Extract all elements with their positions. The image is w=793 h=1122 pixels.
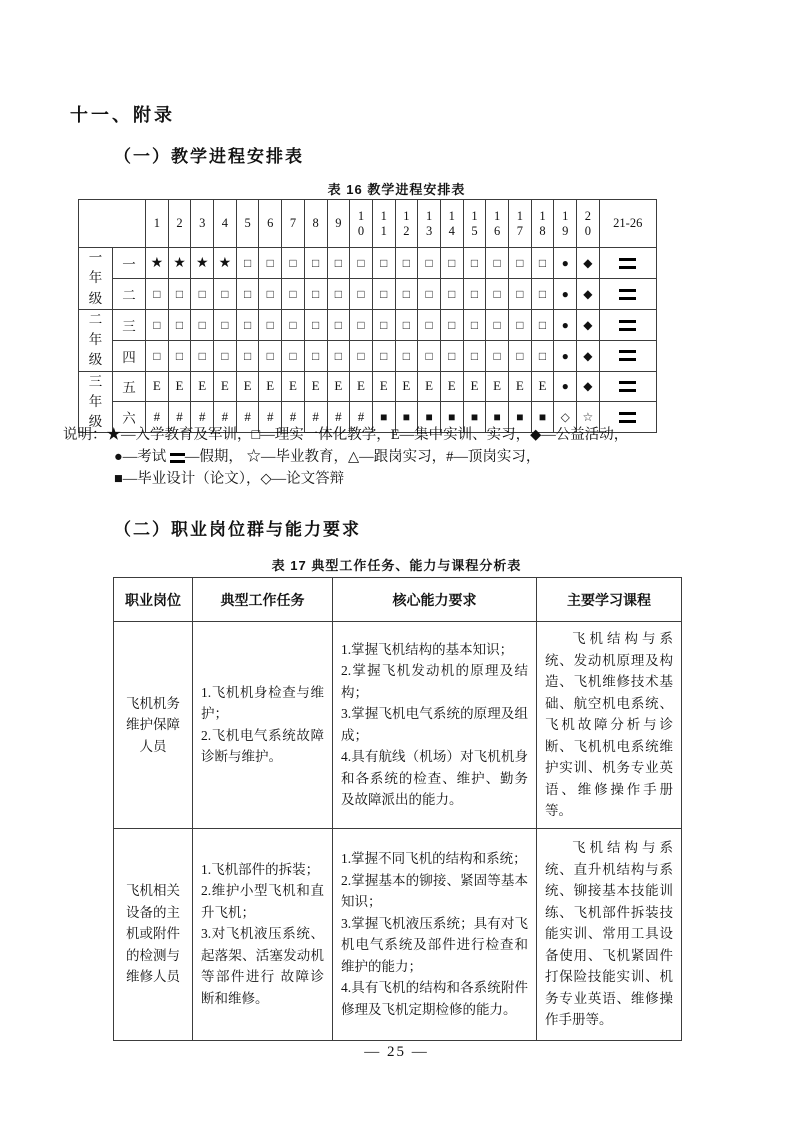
schedule-cell: □	[214, 340, 237, 371]
column-header: 主要学习课程	[537, 578, 682, 622]
schedule-cell: □	[440, 248, 463, 279]
schedule-cell: □	[531, 340, 554, 371]
schedule-cell: □	[350, 340, 373, 371]
schedule-cell: E	[236, 371, 259, 402]
schedule-cell: □	[259, 309, 282, 340]
schedule-cell: □	[259, 340, 282, 371]
schedule-cell: □	[531, 278, 554, 309]
schedule-cell: □	[463, 248, 486, 279]
schedule-cell: □	[282, 340, 305, 371]
holiday-bar-icon	[619, 289, 636, 300]
schedule-cell: □	[418, 340, 441, 371]
schedule-cell: □	[168, 309, 191, 340]
schedule-cell: #	[350, 402, 373, 433]
schedule-cell	[599, 248, 656, 279]
schedule-cell: □	[214, 309, 237, 340]
schedule-cell: ■	[395, 402, 418, 433]
holiday-bar-icon	[619, 258, 636, 269]
schedule-cell: E	[372, 371, 395, 402]
schedule-cell: □	[509, 340, 532, 371]
schedule-cell	[599, 278, 656, 309]
schedule-cell: ●	[554, 278, 577, 309]
legend	[63, 424, 723, 490]
table16-caption: 表 16 教学进程安排表	[327, 182, 466, 197]
schedule-cell: □	[372, 248, 395, 279]
schedule-cell: ★	[214, 248, 237, 279]
schedule-cell: □	[304, 248, 327, 279]
schedule-cell: □	[259, 278, 282, 309]
schedule-cell: #	[304, 402, 327, 433]
schedule-cell: ◆	[577, 278, 600, 309]
schedule-cell: □	[372, 340, 395, 371]
schedule-cell: ■	[440, 402, 463, 433]
schedule-cell: #	[259, 402, 282, 433]
schedule-cell: □	[282, 248, 305, 279]
week-header: 5	[236, 200, 259, 248]
main-courses-cell: 飞机结构与系统、发动机原理及构造、飞机维修技术基础、航空机电系统、飞机故障分析与诊断、飞机机电系统维护实训、机务专业英语、维修操作手册等。	[537, 622, 682, 829]
week-header: 6	[259, 200, 282, 248]
schedule-cell: ☆	[577, 402, 600, 433]
schedule-cell: □	[191, 309, 214, 340]
main-courses-cell: 飞机结构与系统、直升机结构与系统、铆接基本技能训练、飞机部件拆装技能实训、常用工具设备使用、飞机紧固件打保险技能实训、机务专业英语、维修操作手册等。	[537, 828, 682, 1040]
schedule-cell: #	[236, 402, 259, 433]
schedule-cell: □	[168, 278, 191, 309]
week-header: 1 5	[463, 200, 486, 248]
schedule-cell: □	[531, 309, 554, 340]
table-row	[114, 622, 682, 829]
core-abilities-cell: 1.掌握不同飞机的结构和系统； 2.掌握基本的铆接、紧固等基本知识； 3.掌握飞机液压系统；具有对飞机电气系统及部件进行检查和维护的能力； 4.具有飞机的结构和各系统附件修理及飞机定期检修的能力。	[333, 828, 537, 1040]
corner-cell	[79, 200, 146, 248]
legend-line-1: 说明：★—入学教育及军训，□—理实一体化教学，E—集中实训、实习，◆—公益活动，	[63, 427, 629, 443]
schedule-cell: □	[395, 309, 418, 340]
schedule-cell: E	[486, 371, 509, 402]
schedule-cell: □	[463, 309, 486, 340]
schedule-cell: E	[440, 371, 463, 402]
schedule-cell: E	[214, 371, 237, 402]
schedule-cell: E	[350, 371, 373, 402]
schedule-cell: □	[440, 340, 463, 371]
schedule-cell: □	[146, 340, 169, 371]
subsection-title-teaching-schedule: （一）教学进程安排表	[114, 147, 304, 166]
schedule-cell: E	[327, 371, 350, 402]
job-analysis-table-wrap	[113, 577, 682, 1041]
schedule-cell: □	[418, 309, 441, 340]
schedule-cell: ■	[509, 402, 532, 433]
schedule-cell: ●	[554, 371, 577, 402]
week-header: 1	[146, 200, 169, 248]
schedule-cell: □	[486, 340, 509, 371]
schedule-cell: ■	[463, 402, 486, 433]
schedule-cell: □	[486, 309, 509, 340]
schedule-cell: □	[350, 309, 373, 340]
schedule-cell: #	[146, 402, 169, 433]
schedule-cell: □	[440, 278, 463, 309]
schedule-cell: E	[259, 371, 282, 402]
week-header: 8	[304, 200, 327, 248]
grade-label: 三年级	[79, 371, 113, 433]
job-position-cell: 飞机机务维护保障人员	[114, 622, 193, 829]
schedule-cell: □	[372, 309, 395, 340]
job-position-cell: 飞机相关设备的主机或附件的检测与维修人员	[114, 828, 193, 1040]
semester-label: 一	[113, 248, 146, 279]
schedule-cell: #	[282, 402, 305, 433]
schedule-cell: ◇	[554, 402, 577, 433]
schedule-cell: □	[191, 278, 214, 309]
schedule-cell: E	[463, 371, 486, 402]
schedule-cell: ■	[372, 402, 395, 433]
schedule-cell: ★	[146, 248, 169, 279]
week-header: 1 3	[418, 200, 441, 248]
column-header: 典型工作任务	[193, 578, 333, 622]
schedule-cell	[599, 340, 656, 371]
holiday-bar-icon	[170, 453, 185, 463]
schedule-cell: □	[282, 278, 305, 309]
week-header: 1 6	[486, 200, 509, 248]
holiday-bar-icon	[619, 412, 636, 423]
schedule-cell: □	[327, 248, 350, 279]
table17-caption: 表 17 典型工作任务、能力与课程分析表	[271, 558, 522, 573]
legend-line-3: ■—毕业设计（论文），◇—论文答辩	[114, 471, 345, 487]
schedule-cell: ■	[418, 402, 441, 433]
schedule-cell: □	[395, 278, 418, 309]
schedule-cell: E	[531, 371, 554, 402]
schedule-cell: □	[509, 309, 532, 340]
schedule-cell: □	[486, 248, 509, 279]
week-header: 2 0	[577, 200, 600, 248]
week-header: 9	[327, 200, 350, 248]
schedule-cell: □	[372, 278, 395, 309]
schedule-cell: □	[236, 340, 259, 371]
schedule-cell: □	[146, 309, 169, 340]
schedule-cell: □	[214, 278, 237, 309]
holiday-bar-icon	[619, 350, 636, 361]
grade-label: 二年级	[79, 309, 113, 371]
week-header: 1 1	[372, 200, 395, 248]
teaching-schedule-table-wrap	[78, 199, 657, 433]
schedule-cell: #	[168, 402, 191, 433]
schedule-cell: #	[191, 402, 214, 433]
schedule-cell: □	[304, 309, 327, 340]
page-number: — 25 —	[364, 1044, 429, 1060]
schedule-cell: □	[463, 340, 486, 371]
week-header: 2	[168, 200, 191, 248]
job-analysis-table	[113, 577, 682, 1041]
week-header: 7	[282, 200, 305, 248]
week-header: 3	[191, 200, 214, 248]
schedule-cell: □	[440, 309, 463, 340]
schedule-cell: □	[282, 309, 305, 340]
holiday-bar-icon	[619, 320, 636, 331]
schedule-cell: □	[395, 340, 418, 371]
week-header: 1 4	[440, 200, 463, 248]
schedule-cell: □	[236, 248, 259, 279]
schedule-cell: □	[168, 340, 191, 371]
week-header: 1 2	[395, 200, 418, 248]
schedule-cell: □	[236, 278, 259, 309]
teaching-schedule-table	[78, 199, 657, 433]
core-abilities-cell: 1.掌握飞机结构的基本知识； 2.掌握飞机发动机的原理及结构； 3.掌握飞机电气系统的原理及组成； 4.具有航线（机场）对飞机机身和各系统的检查、维护、勤务及故障派出的能力。	[333, 622, 537, 829]
schedule-cell: □	[304, 278, 327, 309]
schedule-cell: E	[395, 371, 418, 402]
week-header: 1 7	[509, 200, 532, 248]
schedule-cell: ◆	[577, 340, 600, 371]
schedule-cell	[599, 371, 656, 402]
schedule-cell: E	[168, 371, 191, 402]
section-title: 十一、附录	[70, 105, 175, 125]
schedule-cell: □	[327, 278, 350, 309]
semester-label: 三	[113, 309, 146, 340]
schedule-cell: ◆	[577, 371, 600, 402]
subsection-title-job-positions: （二）职业岗位群与能力要求	[114, 520, 361, 539]
semester-label: 五	[113, 371, 146, 402]
semester-label: 四	[113, 340, 146, 371]
typical-tasks-cell: 1.飞机机身检查与维护； 2.飞机电气系统故障诊断与维护。	[193, 622, 333, 829]
schedule-cell: ◆	[577, 248, 600, 279]
schedule-cell: □	[191, 340, 214, 371]
schedule-cell: ★	[168, 248, 191, 279]
schedule-cell: □	[304, 340, 327, 371]
week-header: 4	[214, 200, 237, 248]
schedule-cell: #	[327, 402, 350, 433]
schedule-cell: □	[259, 248, 282, 279]
schedule-cell: □	[327, 309, 350, 340]
week-header: 1 8	[531, 200, 554, 248]
holiday-bar-icon	[619, 381, 636, 392]
table-row	[114, 828, 682, 1040]
week-header: 1 0	[350, 200, 373, 248]
schedule-cell: #	[214, 402, 237, 433]
schedule-cell: □	[418, 278, 441, 309]
semester-label: 二	[113, 278, 146, 309]
schedule-cell: □	[146, 278, 169, 309]
schedule-cell: □	[531, 248, 554, 279]
schedule-cell: □	[486, 278, 509, 309]
schedule-cell: ●	[554, 248, 577, 279]
schedule-cell	[599, 309, 656, 340]
schedule-cell: □	[350, 248, 373, 279]
schedule-cell: E	[191, 371, 214, 402]
column-header: 核心能力要求	[333, 578, 537, 622]
schedule-cell: E	[418, 371, 441, 402]
grade-label: 一年级	[79, 248, 113, 310]
schedule-cell: □	[509, 248, 532, 279]
schedule-cell: □	[418, 248, 441, 279]
schedule-cell: ★	[191, 248, 214, 279]
schedule-cell: □	[395, 248, 418, 279]
schedule-cell: E	[146, 371, 169, 402]
schedule-cell: ●	[554, 309, 577, 340]
schedule-cell: ■	[486, 402, 509, 433]
week-header: 1 9	[554, 200, 577, 248]
week-header: 21-26	[599, 200, 656, 248]
schedule-cell: □	[463, 278, 486, 309]
column-header: 职业岗位	[114, 578, 193, 622]
schedule-cell: □	[327, 340, 350, 371]
schedule-cell: □	[509, 278, 532, 309]
semester-label: 六	[113, 402, 146, 433]
schedule-cell: ■	[531, 402, 554, 433]
schedule-cell: □	[350, 278, 373, 309]
legend-line-2: ●—考试 —假期， ☆—毕业教育，△—跟岗实习，#—顶岗实习，	[114, 449, 541, 465]
schedule-cell: ●	[554, 340, 577, 371]
schedule-cell: E	[304, 371, 327, 402]
schedule-cell: E	[509, 371, 532, 402]
typical-tasks-cell: 1.飞机部件的拆装； 2.维护小型飞机和直升飞机； 3.对飞机液压系统、起落架、活塞发动机等部件进行 故障诊断和维修。	[193, 828, 333, 1040]
schedule-cell: E	[282, 371, 305, 402]
schedule-cell: ◆	[577, 309, 600, 340]
schedule-cell: □	[236, 309, 259, 340]
